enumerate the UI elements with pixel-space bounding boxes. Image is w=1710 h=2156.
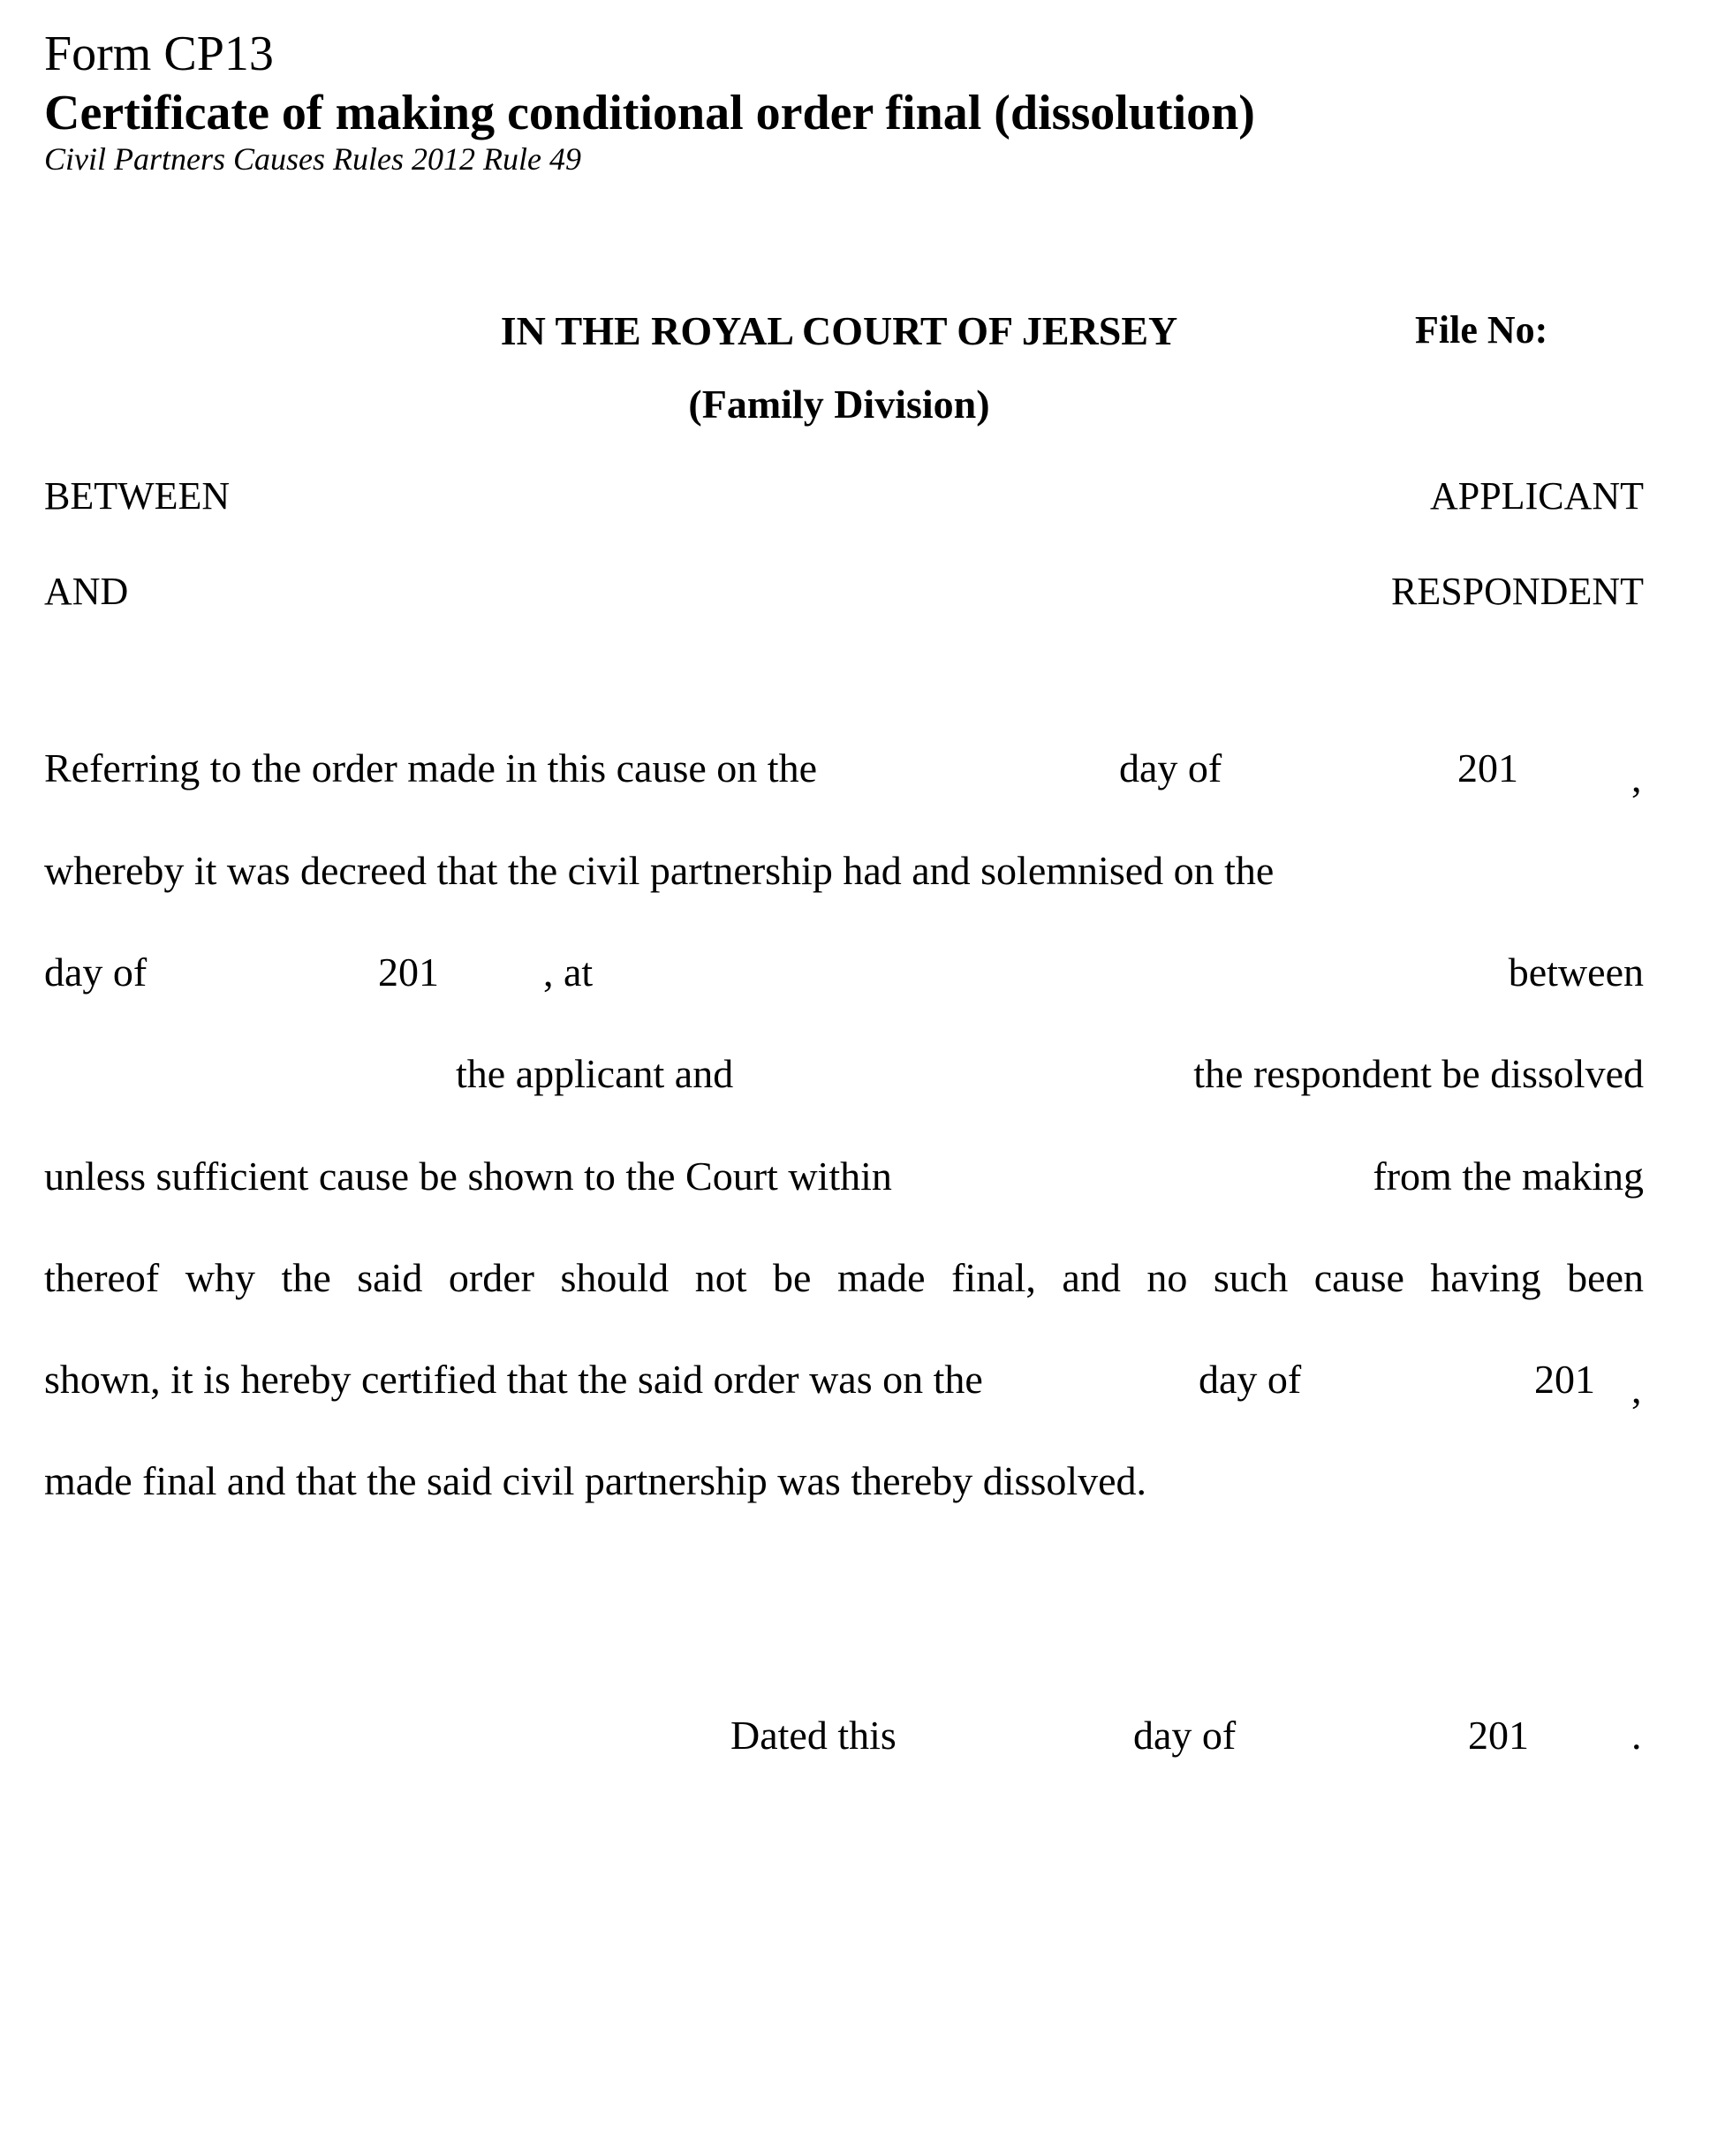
and-label: AND bbox=[44, 570, 129, 613]
file-no-label: File No: bbox=[1415, 308, 1548, 352]
form-rule-reference: Civil Partners Causes Rules 2012 Rule 49 bbox=[44, 141, 581, 177]
body-line-5-making: from the making bbox=[1373, 1154, 1644, 1199]
dated-this-label: Dated this bbox=[730, 1713, 897, 1758]
body-line-4-respondent: the respondent be dissolved bbox=[1193, 1051, 1644, 1096]
dated-day-of: day of bbox=[1133, 1713, 1237, 1758]
body-line-8-text: made final and that the said civil partnership was thereby dissolved. bbox=[44, 1458, 1147, 1503]
respondent-label: RESPONDENT bbox=[1390, 570, 1644, 613]
form-title: Certificate of making conditional order final (dissolution) bbox=[44, 86, 1255, 140]
body-line-7-comma: , bbox=[1631, 1366, 1642, 1411]
body-line-4-applicant: the applicant and bbox=[456, 1051, 734, 1096]
body-line-1-day-of: day of bbox=[1119, 745, 1222, 791]
body-line-1-comma: , bbox=[1631, 755, 1642, 800]
body-line-3-year: 201 bbox=[378, 949, 439, 995]
body-line-3-at: , at bbox=[543, 949, 594, 995]
body-line-5-text: unless sufficient cause be shown to the Court within bbox=[44, 1154, 892, 1199]
applicant-label: APPLICANT bbox=[1429, 474, 1644, 518]
body-line-7-day-of: day of bbox=[1199, 1357, 1302, 1402]
dated-period: . bbox=[1631, 1713, 1642, 1758]
court-division: (Family Division) bbox=[688, 382, 990, 427]
body-line-7-year: 201 bbox=[1534, 1357, 1595, 1402]
body-line-1-year: 201 bbox=[1457, 745, 1518, 791]
dated-year: 201 bbox=[1468, 1713, 1529, 1758]
body-line-2-text: whereby it was decreed that the civil partnership had and solemnised on the bbox=[44, 848, 1275, 893]
body-line-6-text: thereof why the said order should not be made final, and no such cause having been bbox=[44, 1255, 1644, 1300]
body-line-3-between: between bbox=[1508, 949, 1644, 995]
body-line-7-text: shown, it is hereby certified that the said order was on the bbox=[44, 1357, 983, 1402]
body-line-1-text: Referring to the order made in this cause on the bbox=[44, 745, 817, 791]
form-number: Form CP13 bbox=[44, 26, 274, 81]
between-label: BETWEEN bbox=[44, 474, 231, 518]
court-name: IN THE ROYAL COURT OF JERSEY bbox=[500, 308, 1178, 353]
body-line-3-day-of: day of bbox=[44, 949, 148, 995]
